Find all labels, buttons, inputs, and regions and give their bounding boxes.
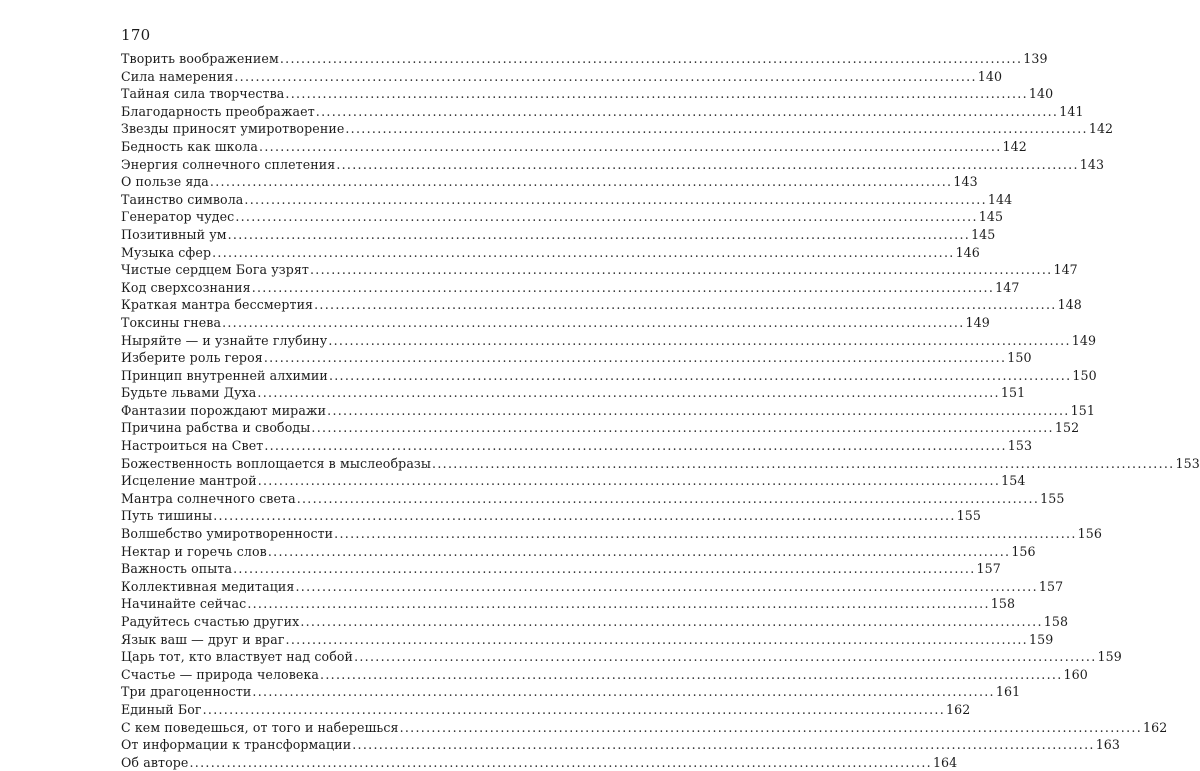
toc-entry-page: 145 [971,226,996,242]
toc-entry-page: 153 [1175,455,1200,471]
dot-leader: ............................................................................................................................................ [209,174,953,190]
page-number: 170 [121,26,151,44]
dot-leader: ............................................................................................................................................ [300,614,1043,629]
toc-entry-title: Позитивный ум [121,226,227,242]
toc-entry [121,208,1004,226]
toc-entry-title: Причина рабства и свободы [121,420,311,436]
dot-leader: ............................................................................................................................................ [202,701,946,717]
dot-leader: ............................................................................................................................................ [334,526,1077,542]
dot-leader: ............................................................................................................................................ [247,596,990,612]
toc-entry-title: От информации к трансформации [121,737,352,753]
toc-entry-page: 146 [955,244,980,260]
toc-entry-title: Начинайте сейчас [121,596,247,612]
toc-entry-title: Сила намерения [121,68,234,84]
toc-entry [121,507,981,525]
toc-entry-title: Исцеление мантрой [121,473,257,489]
toc-entry-title: О пользе яда [121,174,209,190]
toc-entry [121,120,1114,138]
toc-entry-page: 155 [956,508,981,524]
dot-leader: ............................................................................................................................................ [310,262,1053,278]
toc-entry [121,560,1001,578]
toc-entry-page: 151 [1070,402,1095,418]
toc-entry-page: 151 [1000,385,1026,401]
toc-entry-page: 157 [1038,578,1064,594]
dot-leader: ............................................................................................................................................ [257,473,1001,489]
toc-entry-page: 140 [977,68,1003,84]
toc-entry [121,754,958,771]
dot-leader: ............................................................................................................................................ [189,754,932,770]
toc-entry-page: 162 [1143,719,1168,735]
toc-entry [121,173,978,191]
dot-leader: ............................................................................................................................................ [259,138,1002,154]
dot-leader: ............................................................................................................................................ [295,578,1038,594]
dot-leader: ............................................................................................................................................ [285,86,1028,102]
dot-leader: ............................................................................................................................................ [352,737,1095,753]
toc-entry [121,631,1054,649]
toc-entry-title: Настроиться на Свет [121,438,264,454]
toc-entry [121,455,1200,473]
toc-entry-page: 145 [978,209,1004,225]
toc-entry-page: 143 [953,174,978,190]
dot-leader: ............................................................................................................................................ [328,332,1071,348]
toc-entry-page: 150 [1072,367,1097,383]
dot-leader: ............................................................................................................................................ [212,244,955,260]
toc-entry-page: 147 [1053,262,1078,278]
toc-entry-page: 142 [1002,138,1027,154]
dot-leader: ............................................................................................................................................ [432,455,1175,471]
table-of-contents [121,50,1200,771]
toc-entry [121,384,1026,402]
dot-leader: ............................................................................................................................................ [251,279,995,295]
toc-entry-title: Коллективная медитация [121,578,295,594]
toc-entry [121,279,1020,297]
toc-entry [121,261,1078,279]
toc-entry-title: Ныряйте — и узнайте глубину [121,332,328,348]
toc-entry [121,490,1065,508]
toc-entry-page: 153 [1007,438,1033,454]
toc-entry-page: 156 [1077,526,1102,542]
toc-entry-title: Волшебство умиротворенности [121,526,334,542]
toc-entry-title: Царь тот, кто властвует над собой [121,649,354,665]
toc-entry-title: Три драгоценности [121,684,252,700]
toc-entry-page: 144 [987,191,1013,207]
toc-entry-title: Таинство символа [121,191,244,207]
toc-entry-title: Код сверхсознания [121,279,251,295]
toc-entry [121,226,996,244]
toc-entry [121,68,1003,86]
toc-entry [121,138,1027,156]
dot-leader: ............................................................................................................................................ [267,543,1011,559]
toc-entry [121,543,1036,561]
toc-entry-page: 152 [1054,420,1080,436]
toc-entry-title: Принцип внутренней алхимии [121,367,328,383]
toc-entry [121,349,1032,367]
toc-entry [121,314,990,332]
toc-entry [121,244,980,262]
dot-leader: ............................................................................................................................................ [234,68,977,84]
dot-leader: ............................................................................................................................................ [213,508,956,524]
dot-leader: ............................................................................................................................................ [354,649,1097,665]
toc-entry-title: Будьте львами Духа [121,385,257,401]
toc-entry-title: С кем поведешься, от того и наберешься [121,719,399,735]
toc-entry-page: 149 [965,314,990,330]
dot-leader: ............................................................................................................................................ [235,209,978,225]
toc-entry-page: 156 [1011,543,1036,559]
dot-leader: ............................................................................................................................................ [314,297,1057,313]
toc-entry-page: 159 [1097,649,1122,665]
dot-leader: ............................................................................................................................................ [345,121,1088,137]
toc-entry-title: Фантазии порождают миражи [121,402,327,418]
toc-entry-page: 155 [1040,490,1065,506]
dot-leader: ............................................................................................................................................ [227,226,971,242]
toc-entry-page: 158 [1043,614,1069,629]
toc-entry [121,701,971,719]
toc-entry-title: Музыка сфер [121,244,212,260]
toc-entry [121,367,1097,385]
toc-entry-title: Единый Бог [121,701,202,717]
toc-entry [121,719,1168,737]
toc-entry [121,191,1013,209]
toc-entry-title: Божественность воплощается в мыслеобразы [121,455,432,471]
toc-entry-title: Язык ваш — друг и враг [121,631,285,647]
toc-entry-page: 157 [976,561,1001,577]
toc-entry-page: 143 [1079,156,1105,172]
toc-entry [121,736,1121,754]
toc-entry-title: Нектар и горечь слов [121,543,267,559]
toc-entry [121,419,1080,437]
dot-leader: ............................................................................................................................................ [320,666,1063,682]
toc-entry-page: 141 [1059,103,1084,119]
toc-entry-title: Чистые сердцем Бога узрят [121,262,309,278]
toc-entry [121,525,1102,543]
toc-entry-page: 150 [1007,350,1032,366]
dot-leader: ............................................................................................................................................ [263,350,1007,366]
toc-entry-title: Счастье — природа человека [121,666,320,682]
toc-entry-title: Тайная сила творчества [121,86,285,102]
dot-leader: ............................................................................................................................................ [315,103,1059,119]
toc-entry [121,402,1095,420]
toc-entry-title: Изберите роль героя [121,350,263,366]
dot-leader: ............................................................................................................................................ [264,438,1007,454]
toc-entry [121,578,1064,596]
toc-entry-page: 140 [1028,86,1054,102]
toc-entry [121,50,1048,68]
toc-entry-page: 148 [1057,297,1082,313]
toc-entry-title: Генератор чудес [121,209,235,225]
toc-entry-title: Токсины гнева [121,314,222,330]
toc-entry-title: Краткая мантра бессмертия [121,297,314,313]
dot-leader: ............................................................................................................................................ [311,420,1054,436]
toc-entry-title: Бедность как школа [121,138,259,154]
toc-entry-page: 158 [990,596,1016,612]
toc-entry [121,332,1097,350]
toc-entry-page: 159 [1028,631,1054,647]
dot-leader: ............................................................................................................................................ [296,490,1040,506]
toc-entry-page: 142 [1088,121,1114,137]
toc-entry [121,648,1122,666]
toc-entry-page: 163 [1095,737,1121,753]
toc-entry [121,683,1021,701]
toc-entry [121,296,1082,314]
toc-entry [121,595,1016,613]
dot-leader: ............................................................................................................................................ [244,191,987,207]
toc-entry-title: Мантра солнечного света [121,490,296,506]
toc-entry-page: 147 [995,279,1020,295]
dot-leader: ............................................................................................................................................ [252,684,995,700]
toc-entry-page: 164 [932,754,958,770]
toc-entry [121,472,1026,490]
toc-entry-title: Звезды приносят умиротворение [121,121,345,137]
dot-leader: ............................................................................................................................................ [222,314,965,330]
toc-entry [121,103,1084,121]
dot-leader: ............................................................................................................................................ [327,402,1070,418]
toc-entry [121,666,1088,684]
dot-leader: ............................................................................................................................................ [257,385,1000,401]
toc-entry-title: Творить воображением [121,51,279,66]
toc-entry-title: Энергия солнечного сплетения [121,156,336,172]
toc-entry [121,156,1105,174]
dot-leader: ............................................................................................................................................ [328,367,1072,383]
toc-entry-page: 160 [1063,666,1088,682]
toc-entry-page: 161 [995,684,1021,700]
toc-entry-page: 154 [1001,473,1026,489]
toc-entry-title: Радуйтесь счастью других [121,614,300,629]
toc-entry-title: Путь тишины [121,508,213,524]
dot-leader: ............................................................................................................................................ [285,631,1028,647]
dot-leader: ............................................................................................................................................ [233,561,976,577]
toc-entry [121,437,1033,455]
toc-entry-page: 139 [1023,51,1048,66]
toc-entry-title: Об авторе [121,754,189,770]
toc-entry-title: Важность опыта [121,561,233,577]
toc-entry-page: 162 [946,701,971,717]
dot-leader: ............................................................................................................................................ [399,719,1143,735]
toc-entry [121,85,1054,103]
toc-entry [121,613,1069,631]
toc-entry-page: 149 [1071,332,1097,348]
dot-leader: ............................................................................................................................................ [279,51,1023,66]
dot-leader: ............................................................................................................................................ [336,156,1079,172]
toc-entry-title: Благодарность преображает [121,103,315,119]
